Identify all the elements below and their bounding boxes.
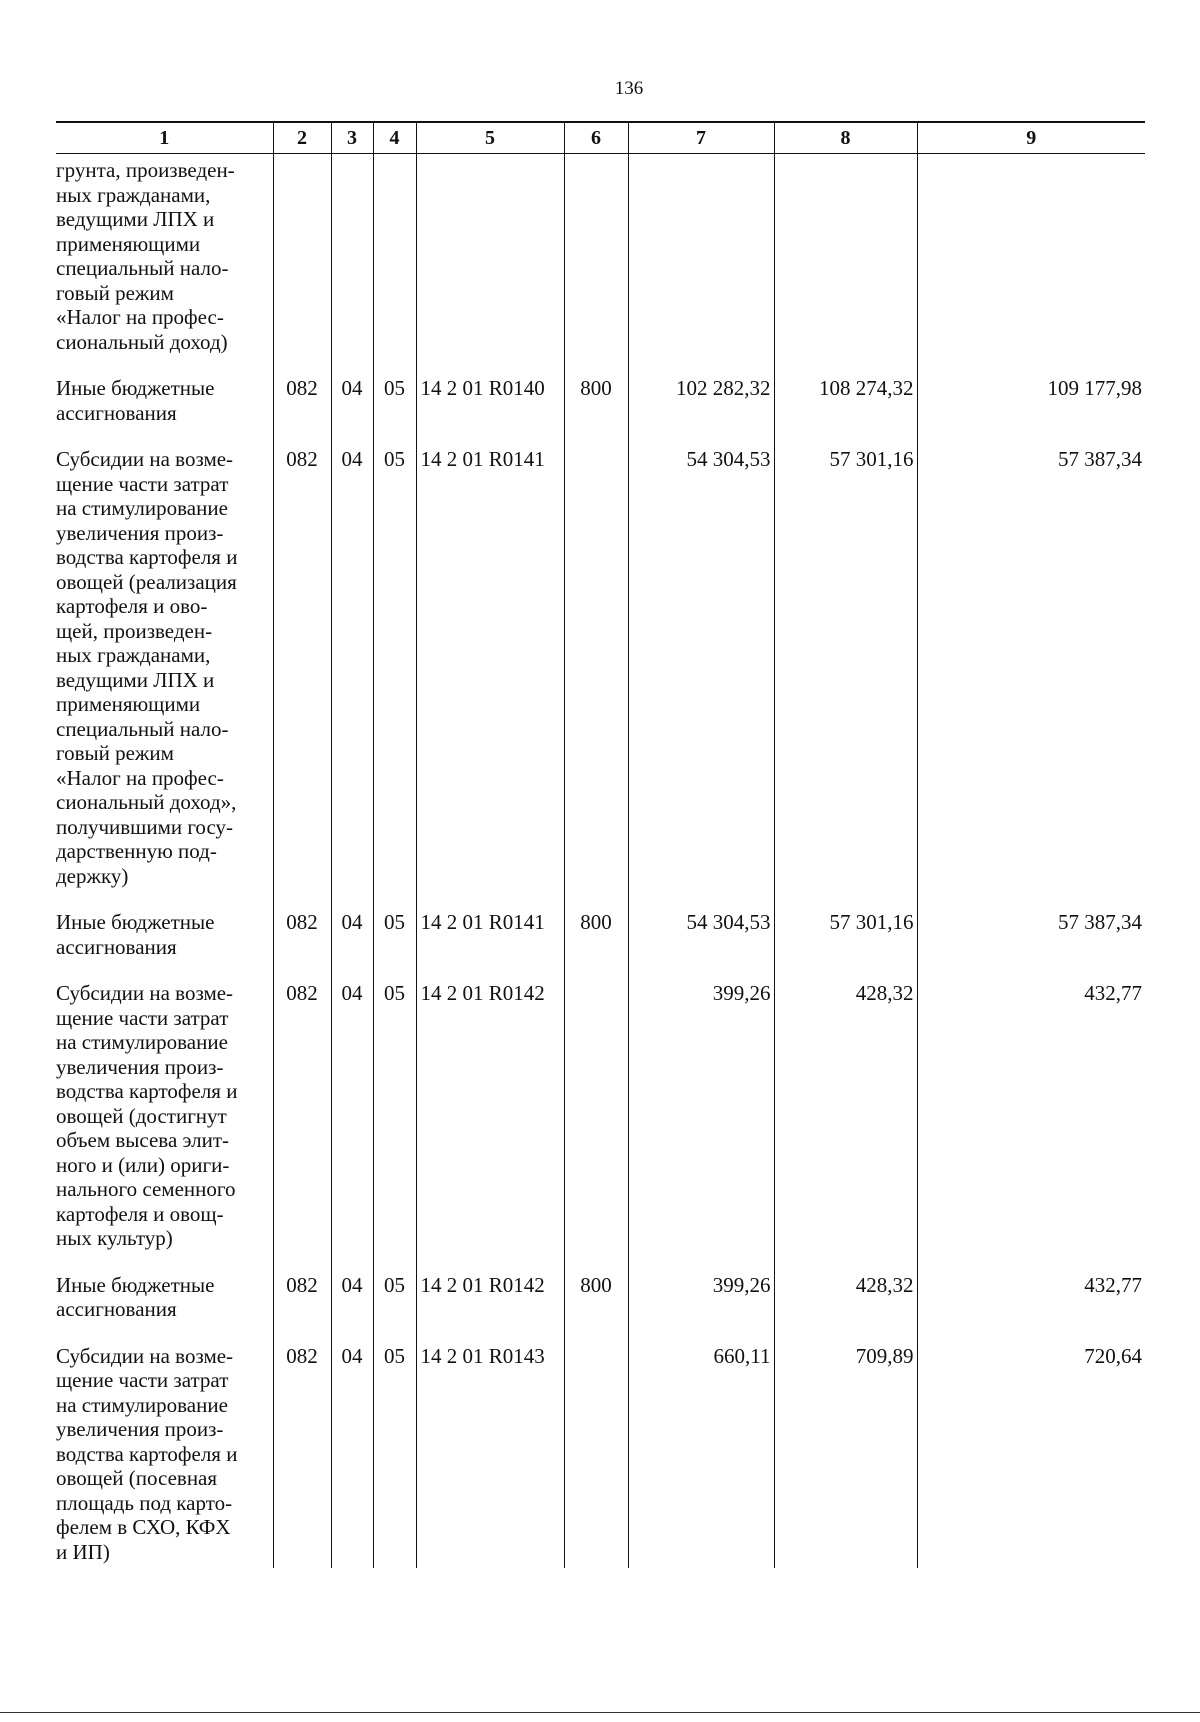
table-row [56,154,1145,355]
section-code: 04 [331,1344,373,1569]
row-description: Субсидии на возме- щение части затрат на стимулирование увеличения произ- водства картофеля и овощей (реализация картофеля и ово- щей, произведен- ных гражданами, ведущими ЛПХ и применяющими специальный нало- говый режим «Налог на профес- сиональный доход», получившими госу- дарственную под- держку) [56,447,238,888]
column-header: 2 [273,122,331,154]
row-spacer [56,354,1145,376]
expense-type-code: 800 [564,1273,628,1322]
target-article-code: 14 2 01 R0142 [416,981,564,1251]
target-article-code [416,154,564,355]
section-code: 04 [331,910,373,959]
row-description: Субсидии на возме- щение части затрат на стимулирование увеличения произ- водства картофеля и овощей (достигнут объем высева элит- ного и (или) ориги- нального семенного картофеля и овощ- ных культур) [56,981,238,1250]
ministry-code: 082 [273,981,331,1251]
expense-type-code [564,981,628,1251]
amount-col-7: 54 304,53 [628,910,774,959]
amount-col-9: 109 177,98 [917,376,1145,425]
expense-type-code: 800 [564,910,628,959]
section-code: 04 [331,1273,373,1322]
column-header: 3 [331,122,373,154]
subsection-code: 05 [373,1273,416,1322]
section-code: 04 [331,376,373,425]
subsection-code: 05 [373,981,416,1251]
amount-col-7: 399,26 [628,981,774,1251]
amount-col-7: 399,26 [628,1273,774,1322]
amount-col-9: 57 387,34 [917,447,1145,888]
row-spacer [56,1251,1145,1273]
amount-col-8: 709,89 [774,1344,917,1569]
page-bottom-rule [0,1712,1200,1713]
row-spacer [56,1322,1145,1344]
amount-col-8: 428,32 [774,981,917,1251]
table-row [56,1344,1145,1569]
column-header: 1 [56,122,273,154]
section-code [331,154,373,355]
subsection-code: 05 [373,376,416,425]
budget-table [56,121,1145,1568]
subsection-code: 05 [373,447,416,888]
section-code: 04 [331,447,373,888]
row-spacer [56,959,1145,981]
column-header: 4 [373,122,416,154]
subsection-code: 05 [373,910,416,959]
row-description: Субсидии на возме- щение части затрат на стимулирование увеличения произ- водства картофеля и овощей (посевная площадь под карто- фелем в СХО, КФХ и ИП) [56,1343,238,1564]
target-article-code: 14 2 01 R0143 [416,1344,564,1569]
amount-col-7: 660,11 [628,1344,774,1569]
column-header: 7 [628,122,774,154]
table-row [56,1273,1145,1322]
table-row [56,981,1145,1251]
column-header: 8 [774,122,917,154]
ministry-code: 082 [273,447,331,888]
amount-col-7: 54 304,53 [628,447,774,888]
amount-col-8: 57 301,16 [774,447,917,888]
ministry-code [273,154,331,355]
page-number: 136 [614,78,644,99]
column-header: 9 [917,122,1145,154]
amount-col-9: 57 387,34 [917,910,1145,959]
row-description: Иные бюджетные ассигнования [56,910,215,959]
ministry-code: 082 [273,1344,331,1569]
amount-col-7: 102 282,32 [628,376,774,425]
table-row [56,910,1145,959]
amount-col-9: 432,77 [917,1273,1145,1322]
row-spacer [56,425,1145,447]
amount-col-8: 57 301,16 [774,910,917,959]
amount-col-9: 432,77 [917,981,1145,1251]
table-row [56,376,1145,425]
subsection-code: 05 [373,1344,416,1569]
expense-type-code [564,447,628,888]
table-row [56,447,1145,888]
ministry-code: 082 [273,376,331,425]
target-article-code: 14 2 01 R0140 [416,376,564,425]
amount-col-8 [774,154,917,355]
target-article-code: 14 2 01 R0142 [416,1273,564,1322]
ministry-code: 082 [273,910,331,959]
target-article-code: 14 2 01 R0141 [416,447,564,888]
column-header: 5 [416,122,564,154]
amount-col-8: 108 274,32 [774,376,917,425]
row-description: Иные бюджетные ассигнования [56,1272,215,1321]
amount-col-8: 428,32 [774,1273,917,1322]
expense-type-code: 800 [564,376,628,425]
amount-col-9 [917,154,1145,355]
ministry-code: 082 [273,1273,331,1322]
expense-type-code [564,1344,628,1569]
table-header-row [56,122,1145,154]
expense-type-code [564,154,628,355]
amount-col-9: 720,64 [917,1344,1145,1569]
column-header: 6 [564,122,628,154]
target-article-code: 14 2 01 R0141 [416,910,564,959]
section-code: 04 [331,981,373,1251]
amount-col-7 [628,154,774,355]
row-spacer [56,888,1145,910]
row-description: грунта, произведен- ных гражданами, ведущими ЛПХ и применяющими специальный нало- говый режим «Налог на профес- сиональный доход) [56,158,235,354]
subsection-code [373,154,416,355]
row-description: Иные бюджетные ассигнования [56,376,215,425]
